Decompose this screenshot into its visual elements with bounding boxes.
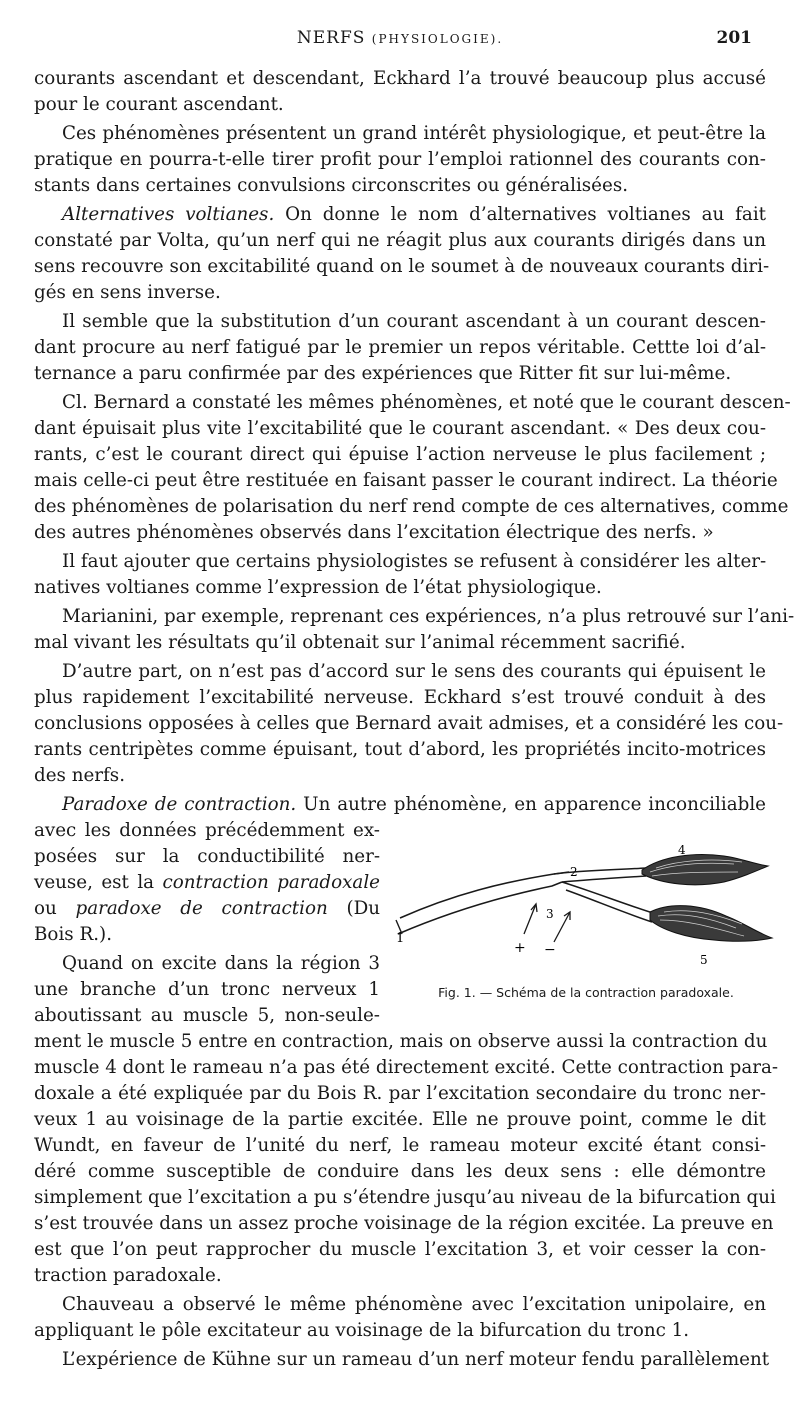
muscle-4 xyxy=(642,855,768,885)
text-line: rants centripètes comme épuisant, tout d’abord, les propriétés incito-motrices xyxy=(34,739,766,760)
text-line: aboutissant au muscle 5, non-seule- xyxy=(34,1005,380,1026)
electrode-arrow xyxy=(524,904,536,934)
text-line: conclusions opposées à celles que Bernard avait admises, et a considéré les cou- xyxy=(34,713,784,734)
text-span: veuse, est la xyxy=(34,872,155,893)
text-line: déré comme susceptible de conduire dans les deux sens : elle démontre xyxy=(34,1161,766,1182)
page-number: 201 xyxy=(716,28,752,48)
text-line: doxale a été expliquée par du Bois R. par l’excitation secondaire du tronc ner- xyxy=(34,1083,766,1104)
nerve-branch-lower xyxy=(562,882,656,914)
text-line: Marianini, par exemple, reprenant ces expériences, n’a plus retrouvé sur l’ani- xyxy=(62,606,795,627)
text-line: L’expérience de Kühne sur un rameau d’un nerf moteur fendu parallèlement xyxy=(62,1349,770,1370)
text-line: Il faut ajouter que certains physiologistes se refusent à considérer les alter- xyxy=(62,551,767,572)
text-line: pour le courant ascendant. xyxy=(34,94,284,115)
text-line: Quand on excite dans la région 3 xyxy=(62,953,380,974)
text-line: sens recouvre son excitabilité quand on le soumet à de nouveaux courants diri- xyxy=(34,256,770,277)
nerve-diagram xyxy=(394,842,776,964)
label-plus: + xyxy=(514,940,526,956)
running-title-sub: (PHYSIOLOGIE). xyxy=(371,32,504,46)
label-minus: − xyxy=(544,942,556,958)
text-line: appliquant le pôle excitateur au voisinage de la bifurcation du tronc 1. xyxy=(34,1320,690,1341)
text-line: des nerfs. xyxy=(34,765,126,786)
text-line: Bois R.). xyxy=(34,924,112,945)
text-line: ternance a paru confirmée par des expériences que Ritter fit sur lui-même. xyxy=(34,363,732,384)
text-line: gés en sens inverse. xyxy=(34,282,221,303)
section-lead: Alternatives voltianes. xyxy=(62,204,275,225)
text-line xyxy=(62,792,766,818)
text-line: avec les données précédemment ex- xyxy=(34,820,380,841)
nerve-branch-lower xyxy=(566,890,652,922)
nerve-branch-upper xyxy=(554,868,646,874)
text-line: s’est trouvée dans un assez proche voisinage de la région excitée. La preuve en xyxy=(34,1213,774,1234)
text-line: Il semble que la substitution d’un courant ascendant à un courant descen- xyxy=(62,311,766,332)
text-span: ou xyxy=(34,898,57,919)
figure-caption: Fig. 1. — Schéma de la contraction paradoxale. xyxy=(438,985,734,1000)
text-line: courants ascendant et descendant, Eckhard l’a trouvé beaucoup plus accusé xyxy=(34,68,766,89)
text-line: Wundt, en faveur de l’unité du nerf, le rameau moteur excité étant consi- xyxy=(34,1135,766,1156)
text-line: traction paradoxale. xyxy=(34,1265,222,1286)
label-4: 4 xyxy=(678,843,686,857)
text-span: (Du xyxy=(346,898,381,919)
nerve-trunk xyxy=(400,872,569,918)
text-line: dant épuisait plus vite l’excitabilité que le courant ascendant. « Des deux cou- xyxy=(34,418,766,439)
running-title xyxy=(0,28,800,48)
text-line: pratique en pourra-t-elle tirer profit pour l’emploi rationnel des courants con- xyxy=(34,149,766,170)
text-line: simplement que l’excitation a pu s’étendre jusqu’au niveau de la bifurcation qui xyxy=(34,1187,776,1208)
text-line: posées sur la conductibilité ner- xyxy=(34,846,380,867)
text-line: rants, c’est le courant direct qui épuise l’action nerveuse le plus facilement ; xyxy=(34,444,766,465)
running-title-main: NERFS xyxy=(296,28,366,48)
text-line: stants dans certaines convulsions circonscrites ou généralisées. xyxy=(34,175,629,196)
figure-paradoxical-contraction xyxy=(394,842,776,964)
label-1: 1 xyxy=(396,931,405,946)
text-line xyxy=(34,870,380,896)
text-span: On donne le nom d’alternatives voltianes au fait xyxy=(285,204,767,225)
text-line: constaté par Volta, qu’un nerf qui ne réagit plus aux courants dirigés dans un xyxy=(34,230,766,251)
text-line: D’autre part, on n’est pas d’accord sur le sens des courants qui épuisent le xyxy=(62,661,766,682)
text-line: Chauveau a observé le même phénomène avec l’excitation unipolaire, en xyxy=(62,1294,766,1315)
text-line: Ces phénomènes présentent un grand intérêt physiologique, et peut-être la xyxy=(62,123,766,144)
text-line: des autres phénomènes observés dans l’excitation électrique des nerfs. » xyxy=(34,522,714,543)
text-span: contraction paradoxale xyxy=(162,872,380,893)
text-line: veux 1 au voisinage de la partie excitée. Elle ne prouve point, comme le dit xyxy=(34,1109,766,1130)
text-line: natives voltianes comme l’expression de l’état physiologique. xyxy=(34,577,602,598)
text-line: muscle 4 dont le rameau n’a pas été directement excité. Cette contraction para- xyxy=(34,1057,779,1078)
label-3: 3 xyxy=(546,907,554,921)
text-line: ment le muscle 5 entre en contraction, mais on observe aussi la contraction du xyxy=(34,1031,768,1052)
text-line: est que l’on peut rapprocher du muscle l’excitation 3, et voir cesser la con- xyxy=(34,1239,766,1260)
section-lead: Paradoxe de contraction. xyxy=(62,794,297,815)
text-span: Un autre phénomène, en apparence inconciliable xyxy=(303,794,766,815)
muscle-5 xyxy=(650,906,772,942)
text-span: paradoxe de contraction xyxy=(75,898,328,919)
text-line: mal vivant les résultats qu’il obtenait sur l’animal récemment sacrifié. xyxy=(34,632,686,653)
label-5: 5 xyxy=(700,953,708,964)
text-line: une branche d’un tronc nerveux 1 xyxy=(34,979,380,1000)
text-line: dant procure au nerf fatigué par le premier un repos véritable. Cettte loi d’al- xyxy=(34,337,766,358)
text-line xyxy=(62,202,766,228)
running-header xyxy=(0,28,800,54)
text-line: Cl. Bernard a constaté les mêmes phénomènes, et noté que le courant descen- xyxy=(62,392,791,413)
text-line xyxy=(34,896,380,922)
text-line: mais celle-ci peut être restituée en faisant passer le courant indirect. La théorie xyxy=(34,470,778,491)
electrode-arrow xyxy=(554,912,570,942)
text-line: plus rapidement l’excitabilité nerveuse. Eckhard s’est trouvé conduit à des xyxy=(34,687,766,708)
text-line: des phénomènes de polarisation du nerf rend compte de ces alternatives, comme xyxy=(34,496,789,517)
label-2: 2 xyxy=(570,865,578,879)
